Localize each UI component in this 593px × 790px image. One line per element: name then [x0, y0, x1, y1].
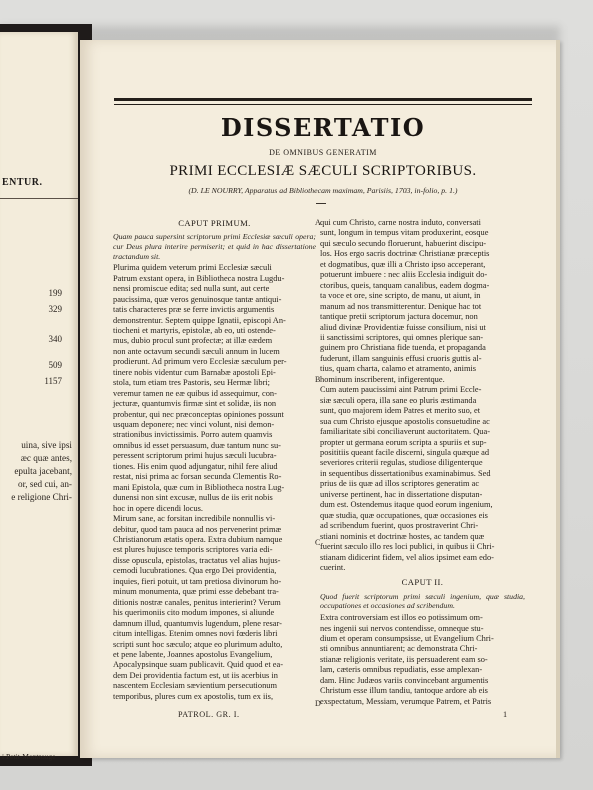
- text-line: potuerunt imbuere : nec aliis Ecclesia indiguit do-: [320, 270, 488, 280]
- text-line: quæ studia, quæ occupationes, quæ occasiones eis: [320, 510, 488, 520]
- text-line: dam. Hinc Judæos variis convincebant argumentis: [320, 675, 489, 685]
- text-line: exspectatum, Messiam, verumque Patrem, et Patris: [320, 696, 492, 706]
- text-line: Extra controversiam est illos eo potissimum om-: [320, 613, 483, 623]
- right-page: [80, 40, 560, 758]
- text-line: dum est. Ostendemus itaque quod eorum ingenium,: [320, 500, 493, 510]
- text-line: sunt, longum in tempus vitam produxerint, eosque: [320, 228, 489, 238]
- text-line: manum ad nos transmitterentur. Denique hac tot: [320, 301, 482, 311]
- text-line: nascentem Ecclesiam sævientium persecutionum: [113, 681, 277, 691]
- margin-letter: A: [315, 218, 321, 227]
- left-page-number: 340: [48, 334, 62, 344]
- text-line: ctoribus, queis, tanquam canalibus, eadem dogma-: [320, 280, 490, 290]
- text-line: tinere nobis videntur cum Barnabæ apostoli Epi-: [113, 367, 276, 377]
- text-line: Apocalypsinque suam publicavit. Quid quod et ea-: [113, 660, 284, 670]
- chapter-heading: CAPUT II.: [401, 577, 444, 588]
- text-line: veremur tamen ne eæ quibus id assequimur, con-: [113, 388, 277, 398]
- text-line: guinem pro Christiana fide tuenda, et propaganda: [320, 343, 486, 353]
- text-line: et pene labente, Joannes apostolus Evangelium,: [113, 650, 273, 659]
- text-line: debitur, quod tam pauca ad nos pervenerint primæ: [113, 524, 282, 534]
- text-line: nensi promiscue edita; sed nulla sunt, aut certe: [113, 284, 270, 294]
- margin-letter: B: [315, 375, 321, 384]
- chapter-summary: Quod fuerit scriptorum primi sæculi ingenium, quæ studia, occupationes et occasiones ad scribendum.: [320, 591, 525, 611]
- right-column-body-top: [320, 218, 525, 573]
- text-line: ii sanctissimi scriptores, qui omnes plerique san-: [320, 332, 484, 342]
- left-page-number: 509: [48, 360, 62, 370]
- text-line: dunensi non sint excusæ, nullus de iis erit nobis: [113, 493, 273, 503]
- text-line: temporibus, plures cum ex apostolis, tum ex iis,: [113, 691, 274, 701]
- page-edge: [556, 40, 560, 758]
- text-line: siæ sæculi opera, illa sane eo pluris æstimanda: [320, 395, 477, 405]
- text-line: Plurima quidem veterum primi Ecclesiæ sæculi: [113, 263, 272, 273]
- left-page-number: 329: [48, 304, 62, 314]
- text-line: omnibus id esset persuasum, duæ tantum nunc su-: [113, 440, 281, 450]
- header-rule-thick: [114, 98, 532, 101]
- chapter-summary: Quam pauca supersint scriptorum primi Ecclesiæ sæculi opera; cur Deus plura interire permiserit; et quid in hac dissertatione tractandum sit.: [113, 232, 316, 261]
- text-line: fuderunt, illam sanguinis effusi cruoris guttis al-: [320, 353, 482, 363]
- text-line: fuerint sæculo illo res loci publici, in quibus ii Chri-: [320, 542, 495, 552]
- text-line: inquies, fieri potuit, ut tam pretiosa divinorum ho-: [113, 576, 282, 586]
- text-line: Christum esse illum tandiu, tantoque ardore ab eis: [320, 686, 488, 696]
- text-line: scripti sunt hoc sæculo; atque eo plurimum adulto,: [113, 639, 283, 649]
- text-line: ditionis nostræ canales, penitus interierint? Verum: [113, 597, 281, 607]
- text-line: sti omnibus annuntiarent; ac demonstrata Chri-: [320, 644, 478, 654]
- text-line: est plures hujusce temporis scriptores varia edi-: [113, 545, 273, 555]
- text-line: Christianorum ætatis opera. Extra dubium namque: [113, 535, 283, 545]
- separator-dash: [316, 203, 326, 204]
- page-title: DISSERTATIO: [220, 113, 426, 142]
- text-line: citum intelligas. Etenim omnes novi fœderis libri: [113, 629, 278, 639]
- text-line: paucissima, quæ veros genuinosque tantæ antiqui-: [113, 294, 282, 304]
- text-line: et dogmatibus, quæ illi a Christo ipso acceperant,: [320, 259, 486, 269]
- text-line: prius de iis quæ ad illos scriptores generatim ac: [320, 479, 480, 489]
- text-line: dium et operam consumpsisse, ut Evangelium Chri-: [320, 633, 494, 643]
- text-line: tiocheni et martyris, epistolæ, ab eo, uti ostende-: [113, 325, 276, 335]
- text-line: hoc in opere dicendi locus.: [113, 503, 204, 513]
- text-line: Patrum exstant opera, in Bibliotheca nostra Lugdu-: [113, 273, 285, 283]
- text-line: stianam didicerint fidem, vel alios ipsimet eam edo-: [320, 552, 494, 562]
- subtitle-line-2: PRIMI ECCLESIÆ SÆCULI SCRIPTORIBUS.: [169, 163, 477, 179]
- text-line: qui sæculo secundo floruerunt, habuerint discipu-: [320, 238, 487, 248]
- text-line: propter ut germana eorum scripta a spuriis et sup-: [320, 437, 487, 447]
- text-line: probentur, qui nec præconceptas opiniones possunt: [113, 409, 284, 419]
- left-page-footer: i Petit-Montrouge: [2, 752, 56, 761]
- text-line: his querimoniis cito modum impones, si aliunde: [113, 608, 275, 618]
- text-line: mus, dubio procul sunt profectæ; at illæ eædem: [113, 336, 273, 346]
- text-line: sua cum Christo ejusque apostolis consuetudine ac: [320, 416, 490, 426]
- text-line: mani Epistola, quæ cum in Bibliotheca nostra Lug-: [113, 482, 285, 492]
- source-citation: (D. LE NOURRY, Apparatus ad Bibliothecam maximam, Parisiis, 1703, in-folio, p. 1.): [188, 186, 458, 195]
- text-line: Mirum sane, ac forsitan incredibile nonnullis vi-: [113, 514, 276, 524]
- footer-label: PATROL. GR. I.: [178, 710, 240, 719]
- text-line: minum monumenta, quæ primi esse debebant tra-: [113, 587, 279, 597]
- text-line: sunt, quo majorem idem Patres et merito suo, et: [320, 406, 481, 416]
- text-line: prodierunt. Ad primum vero Ecclesiæ sæculum per-: [113, 357, 287, 367]
- text-column-right: [320, 218, 525, 707]
- left-page: [0, 32, 78, 761]
- margin-letter: C: [315, 538, 321, 547]
- text-line: tantique pretii scriptorum jactura docemur, non: [320, 312, 478, 322]
- text-line: Cum autem paucissimi aint Patrum primi Eccle-: [320, 385, 482, 395]
- header-rule-thin: [114, 104, 532, 105]
- left-page-text-line: æc quæ antes,: [20, 453, 72, 463]
- text-line: non ante octavum secundi sæculi annum in lucem: [113, 346, 280, 356]
- text-line: qui cum Christo, carne nostra induto, conversati: [320, 218, 481, 227]
- right-column-body-bottom: [320, 613, 525, 707]
- text-line: demonstrentur. Septem quippe Ignatii, episcopi An-: [113, 315, 286, 325]
- text-line: ad scribendum fuerint, quos prostraverint Chri-: [320, 521, 479, 531]
- text-line: tatis characteres præ se ferre invictis argumentis: [113, 305, 275, 315]
- text-line: dem Dei providentia factum est, ut iis acerbius in: [113, 670, 278, 680]
- text-line: cuerint.: [320, 562, 346, 572]
- text-line: nes ingenii sui nervos contendisse, omneque stu-: [320, 623, 484, 633]
- left-page-text-line: e religione Chri-: [11, 492, 72, 502]
- text-line: strationibus invictissimis. Porro autem quamvis: [113, 430, 273, 440]
- text-line: hominum inscriberent, infigerentque.: [320, 374, 445, 384]
- text-column-left: [113, 218, 316, 702]
- text-line: los. Hos ergo sacris doctrinæ Christianæ præceptis: [320, 249, 490, 259]
- text-line: restat, nisi prima ac forsan secunda Clementis Ro-: [113, 472, 282, 482]
- text-line: lam, cæteris omnibus repudiatis, esse amplexan-: [320, 665, 483, 675]
- left-page-text-line: uina, sive ipsi: [21, 440, 72, 450]
- left-page-heading: ENTUR.: [2, 177, 43, 188]
- text-line: peressent scriptorum primi hujus sæculi lucubra-: [113, 451, 277, 461]
- text-line: stiani nominis et doctrinæ hostes, ac tandem quæ: [320, 531, 485, 541]
- text-line: severiores criterii regulas, studiose diligenterque: [320, 458, 483, 468]
- text-line: posititiis queant facile discerni, singula quæque ad: [320, 447, 490, 457]
- left-page-text-line: or, sed cui, an-: [18, 479, 72, 489]
- margin-letter: D: [315, 699, 321, 708]
- text-line: stianæ religionis veritate, iis persuaderent eam so-: [320, 654, 488, 664]
- text-line: universe pertinent, hac in dissertatione disputan-: [320, 489, 483, 499]
- text-line: usquam deponere; nec vinci volunt, nisi demon-: [113, 420, 275, 430]
- page-number: 1: [503, 710, 508, 719]
- left-column-body: [113, 263, 316, 702]
- chapter-heading: CAPUT PRIMUM.: [178, 218, 251, 228]
- text-line: jecturæ, quantumvis firmæ sint et solidæ, iis non: [113, 399, 277, 409]
- text-line: familiaritate sibi conciliaverunt auctoritatem. Qua-: [320, 427, 490, 437]
- text-line: cemodi lucubrationes. Qua ergo Dei providentia,: [113, 566, 277, 576]
- text-line: stola, tum etiam tres Pastoris, seu Hermæ libri;: [113, 378, 271, 388]
- text-line: aliud divinæ Providentiæ fuisse consilium, nisi ut: [320, 322, 486, 332]
- left-page-number: 199: [48, 288, 62, 298]
- left-page-number: 1157: [44, 376, 62, 386]
- text-line: damnum illud, quantumvis lugendum, plene resar-: [113, 618, 282, 628]
- subtitle-line-1: DE OMNIBUS GENERATIM: [269, 148, 377, 157]
- left-page-text-line: epulta jacebant,: [14, 466, 72, 476]
- text-line: tiones. His enim quod adjungatur, nihil fere aliud: [113, 461, 278, 471]
- left-page-rule: [0, 198, 78, 199]
- text-line: disse opuscula, epistolas, tractatus vel alias hujus-: [113, 555, 281, 565]
- text-line: tius, quam charta, calamo et atramento, animis: [320, 364, 477, 374]
- text-line: ta voce et ore, sine scripto, de manu, ut aiunt, in: [320, 291, 481, 301]
- text-line: in sequentibus dissertationibus examinabimus. Sed: [320, 468, 491, 478]
